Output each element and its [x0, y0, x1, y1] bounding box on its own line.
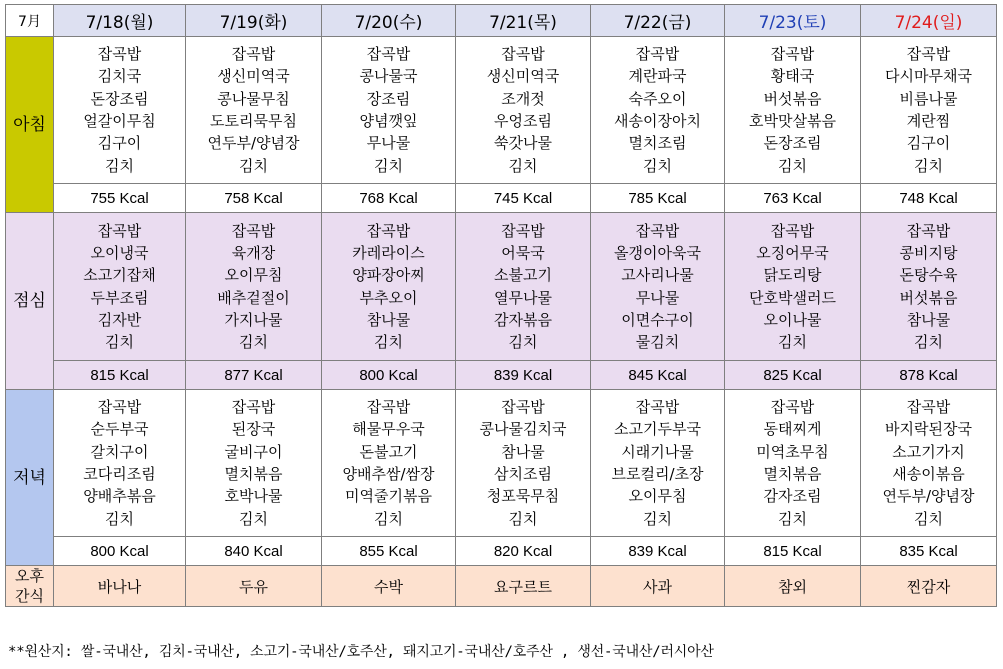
- breakfast-kcal-cell: 755 Kcal: [54, 184, 186, 213]
- dish-item: 해물무우국: [352, 420, 425, 439]
- dish-item: 김치: [374, 333, 403, 352]
- dish-item: 김치: [374, 509, 403, 528]
- dish-item: 청포묵무침: [486, 487, 560, 506]
- dinner-kcal-cell: 840 Kcal: [186, 537, 322, 566]
- dish-item: 잡곡밥: [906, 398, 951, 417]
- dish-item: 잡곡밥: [770, 45, 815, 64]
- dish-item: 황태국: [770, 67, 815, 86]
- dish-item: 잡곡밥: [366, 398, 411, 417]
- snack-cell: 수박: [322, 566, 456, 607]
- dinner-dishes-cell: [186, 390, 322, 537]
- dish-item: 잡곡밥: [366, 45, 411, 64]
- dish-item: 코다리조림: [83, 465, 156, 483]
- dish-item: 계란파국: [628, 67, 687, 86]
- dish-item: 브로컬리/초장: [611, 465, 704, 483]
- lunch-kcal-row: [6, 361, 997, 390]
- dinner-kcal-cell: 800 Kcal: [54, 537, 186, 566]
- dish-item: 버섯볶음: [899, 288, 958, 307]
- dish-item: 콩나물국: [359, 67, 418, 86]
- breakfast-dishes-cell: [54, 37, 186, 184]
- dinner-kcal-cell: 820 Kcal: [456, 537, 591, 566]
- dish-item: 잡곡밥: [97, 398, 142, 417]
- dish-item: 양배추볶음: [83, 487, 156, 506]
- lunch-kcal-cell: 839 Kcal: [456, 361, 591, 390]
- day-header: 7/20(수): [322, 5, 456, 37]
- dish-item: 김치: [239, 156, 268, 175]
- dish-item: 오징어무국: [756, 243, 829, 262]
- lunch-kcal-cell: 845 Kcal: [591, 361, 725, 390]
- day-header: 7/22(금): [591, 5, 725, 37]
- dish-item: 카레라이스: [352, 243, 425, 262]
- day-header: 7/21(목): [456, 5, 591, 37]
- dish-item: 부추오이: [359, 288, 418, 307]
- dish-item: 잡곡밥: [906, 221, 951, 240]
- dish-item: 잡곡밥: [366, 221, 411, 240]
- snack-cell: 두유: [186, 566, 322, 607]
- breakfast-dishes-cell: [322, 37, 456, 184]
- dish-item: 잡곡밥: [501, 221, 545, 240]
- dish-item: 닭도리탕: [763, 266, 822, 285]
- dish-item: 연두부/양념장: [882, 487, 975, 506]
- dish-item: 고사리나물: [621, 266, 694, 285]
- dish-item: 장조림: [366, 89, 411, 108]
- dish-item: 김치: [778, 509, 807, 528]
- dinner-dishes-cell: [54, 390, 186, 537]
- breakfast-dishes-cell: [591, 37, 725, 184]
- origin-footnote: **원산지: 쌀-국내산, 김치-국내산, 소고기-국내산/호주산, 돼지고기-국내산/호주산 , 생선-국내산/러시아산: [8, 644, 714, 660]
- dish-item: 쑥갓나물: [494, 134, 552, 153]
- dish-item: 오이나물: [763, 310, 822, 329]
- dish-item: 동태찌게: [763, 420, 822, 439]
- dish-item: 새송이장아치: [614, 112, 701, 130]
- dish-item: 숙주오이: [628, 89, 687, 108]
- dish-item: 돈장조림: [763, 134, 822, 153]
- lunch-dishes-cell: [456, 213, 591, 361]
- dinner-kcal-cell: 835 Kcal: [861, 537, 997, 566]
- breakfast-kcal-cell: 763 Kcal: [725, 184, 861, 213]
- header-row: [6, 5, 997, 37]
- lunch-dishes-cell: [591, 213, 725, 361]
- dish-item: 이면수구이: [621, 310, 694, 329]
- dish-item: 잡곡밥: [231, 398, 276, 417]
- lunch-dishes-cell: [322, 213, 456, 361]
- day-header: 7/19(화): [186, 5, 322, 37]
- dish-item: 김치: [239, 509, 268, 528]
- dish-item: 미역초무침: [756, 442, 829, 461]
- dinner-dishes-cell: [725, 390, 861, 537]
- snack-label: [6, 566, 54, 607]
- breakfast-kcal-cell: 745 Kcal: [456, 184, 591, 213]
- dish-item: 김치: [643, 509, 672, 528]
- dish-item: 생신미역국: [486, 67, 560, 86]
- dish-item: 새송이볶음: [892, 465, 965, 483]
- dish-item: 삼치조림: [494, 465, 552, 483]
- lunch-dishes-cell: [186, 213, 322, 361]
- lunch-label: 점심: [6, 213, 54, 390]
- dish-item: 참나물: [366, 310, 411, 329]
- dish-item: 호박나물: [224, 487, 283, 506]
- dish-item: 김치: [239, 333, 268, 352]
- dish-item: 갈치구이: [90, 442, 149, 461]
- snack-cell: 찐감자: [861, 566, 997, 607]
- day-header-saturday: 7/23(토): [725, 5, 861, 37]
- snack-cell: 바나나: [54, 566, 186, 607]
- dinner-kcal-cell: 855 Kcal: [322, 537, 456, 566]
- dish-item: 잡곡밥: [635, 45, 680, 64]
- dish-item: 잡곡밥: [770, 221, 815, 240]
- dish-item: 참나물: [501, 442, 545, 461]
- dish-item: 김치: [508, 333, 538, 352]
- dish-item: 양파장아찌: [352, 266, 425, 285]
- dish-item: 잡곡밥: [635, 398, 680, 417]
- dish-item: 김치: [105, 509, 134, 528]
- lunch-kcal-cell: 878 Kcal: [861, 361, 997, 390]
- snack-label-line: 오후: [15, 567, 44, 585]
- breakfast-kcal-cell: 748 Kcal: [861, 184, 997, 213]
- day-header: 7/18(월): [54, 5, 186, 37]
- dish-item: 잡곡밥: [97, 221, 142, 240]
- dish-item: 무나물: [635, 288, 680, 307]
- dinner-label: 저녁: [6, 390, 54, 566]
- snack-cell: 참외: [725, 566, 861, 607]
- dish-item: 올갱이아욱국: [614, 243, 701, 262]
- dish-item: 소불고기: [494, 266, 552, 285]
- dish-item: 비름나물: [899, 89, 958, 108]
- breakfast-kcal-row: [6, 184, 997, 213]
- dish-item: 감자조림: [763, 487, 822, 506]
- dinner-dishes-cell: [322, 390, 456, 537]
- breakfast-label: 아침: [6, 37, 54, 213]
- dish-item: 오이무침: [224, 266, 283, 285]
- dish-item: 생신미역국: [217, 67, 290, 86]
- dish-item: 된장국: [231, 420, 276, 439]
- breakfast-kcal-cell: 768 Kcal: [322, 184, 456, 213]
- dish-item: 멸치볶음: [224, 465, 283, 483]
- dish-item: 김치: [778, 156, 807, 175]
- dinner-kcal-cell: 815 Kcal: [725, 537, 861, 566]
- dish-item: 콩비지탕: [899, 243, 958, 262]
- dish-item: 육개장: [231, 243, 276, 262]
- dish-item: 바지락된장국: [885, 420, 972, 439]
- dish-item: 김치: [508, 156, 538, 175]
- dinner-kcal-cell: 839 Kcal: [591, 537, 725, 566]
- dinner-kcal-row: [6, 537, 997, 566]
- dish-item: 잡곡밥: [770, 398, 815, 417]
- weekly-meal-table: [5, 4, 997, 607]
- dish-item: 김치: [643, 156, 672, 175]
- dinner-dishes-cell: [591, 390, 725, 537]
- dinner-dishes-cell: [861, 390, 997, 537]
- dish-item: 두부조림: [90, 288, 149, 307]
- snack-label-line: 간식: [15, 587, 44, 605]
- dish-item: 잡곡밥: [501, 45, 545, 64]
- dish-item: 물김치: [635, 333, 680, 352]
- dish-item: 감자볶음: [494, 310, 552, 329]
- dish-item: 단호박샐러드: [749, 288, 836, 307]
- dish-item: 참나물: [906, 310, 951, 329]
- lunch-dishes-cell: [54, 213, 186, 361]
- lunch-dishes-row: [6, 213, 997, 361]
- dish-item: 잡곡밥: [97, 45, 142, 64]
- dish-item: 잡곡밥: [501, 398, 545, 417]
- breakfast-dishes-cell: [186, 37, 322, 184]
- dish-item: 김치: [914, 333, 943, 352]
- dish-item: 가지나물: [224, 310, 283, 329]
- breakfast-kcal-cell: 785 Kcal: [591, 184, 725, 213]
- dish-item: 소고기두부국: [614, 420, 701, 439]
- breakfast-kcal-cell: 758 Kcal: [186, 184, 322, 213]
- dish-item: 콩나물무침: [217, 89, 290, 108]
- lunch-dishes-cell: [725, 213, 861, 361]
- dish-item: 김치: [778, 333, 807, 352]
- dish-item: 양념깻잎: [359, 112, 418, 130]
- dish-item: 김구이: [906, 134, 951, 153]
- dish-item: 김치: [374, 156, 403, 175]
- dish-item: 오이냉국: [90, 243, 149, 262]
- dish-item: 조개젓: [501, 89, 545, 108]
- snack-cell: 요구르트: [456, 566, 591, 607]
- dish-item: 열무나물: [494, 288, 552, 307]
- dish-item: 양배추쌈/쌈장: [342, 465, 435, 483]
- dish-item: 어묵국: [501, 243, 545, 262]
- dish-item: 호박맛살볶음: [749, 112, 836, 130]
- dish-item: 우엉조림: [494, 112, 552, 130]
- dinner-dishes-cell: [456, 390, 591, 537]
- breakfast-dishes-cell: [725, 37, 861, 184]
- breakfast-dishes-cell: [456, 37, 591, 184]
- dish-item: 돈불고기: [359, 442, 418, 461]
- dish-item: 돈탕수육: [899, 266, 958, 285]
- dish-item: 잡곡밥: [635, 221, 680, 240]
- snack-cell: 사과: [591, 566, 725, 607]
- dish-item: 멸치조림: [628, 134, 687, 153]
- dinner-dishes-row: [6, 390, 997, 537]
- dish-item: 연두부/양념장: [207, 134, 300, 153]
- day-header-sunday: 7/24(일): [861, 5, 997, 37]
- dish-item: 배추겉절이: [217, 288, 290, 307]
- dish-item: 얼갈이무침: [83, 112, 156, 130]
- dish-item: 김자반: [97, 310, 142, 329]
- breakfast-dishes-cell: [861, 37, 997, 184]
- dish-item: 김치국: [97, 67, 142, 86]
- dish-item: 순두부국: [90, 420, 149, 439]
- dish-item: 소고기잡채: [83, 266, 156, 285]
- month-label: 7月: [6, 5, 54, 37]
- dish-item: 굴비구이: [224, 442, 283, 461]
- dish-item: 미역줄기볶음: [345, 487, 432, 506]
- dish-item: 계란찜: [906, 112, 951, 130]
- lunch-kcal-cell: 800 Kcal: [322, 361, 456, 390]
- dish-item: 김구이: [97, 134, 142, 153]
- dish-item: 도토리묵무침: [210, 112, 297, 130]
- dish-item: 무나물: [366, 134, 411, 153]
- dish-item: 시래기나물: [621, 442, 694, 461]
- dish-item: 김치: [105, 333, 134, 352]
- dish-item: 돈장조림: [90, 89, 149, 108]
- dish-item: 김치: [914, 156, 943, 175]
- dish-item: 잡곡밥: [231, 45, 276, 64]
- lunch-kcal-cell: 877 Kcal: [186, 361, 322, 390]
- lunch-kcal-cell: 815 Kcal: [54, 361, 186, 390]
- dish-item: 잡곡밥: [906, 45, 951, 64]
- dish-item: 버섯볶음: [763, 89, 822, 108]
- dish-item: 김치: [914, 509, 943, 528]
- breakfast-dishes-row: [6, 37, 997, 184]
- dish-item: 오이무침: [628, 487, 687, 506]
- snack-row: [6, 566, 997, 607]
- dish-item: 소고기가지: [892, 442, 965, 461]
- lunch-kcal-cell: 825 Kcal: [725, 361, 861, 390]
- dish-item: 잡곡밥: [231, 221, 276, 240]
- dish-item: 멸치볶음: [763, 465, 822, 483]
- dish-item: 김치: [105, 156, 134, 175]
- dish-item: 콩나물김치국: [479, 420, 567, 439]
- dish-item: 다시마무채국: [885, 67, 972, 86]
- lunch-dishes-cell: [861, 213, 997, 361]
- dish-item: 김치: [508, 509, 538, 528]
